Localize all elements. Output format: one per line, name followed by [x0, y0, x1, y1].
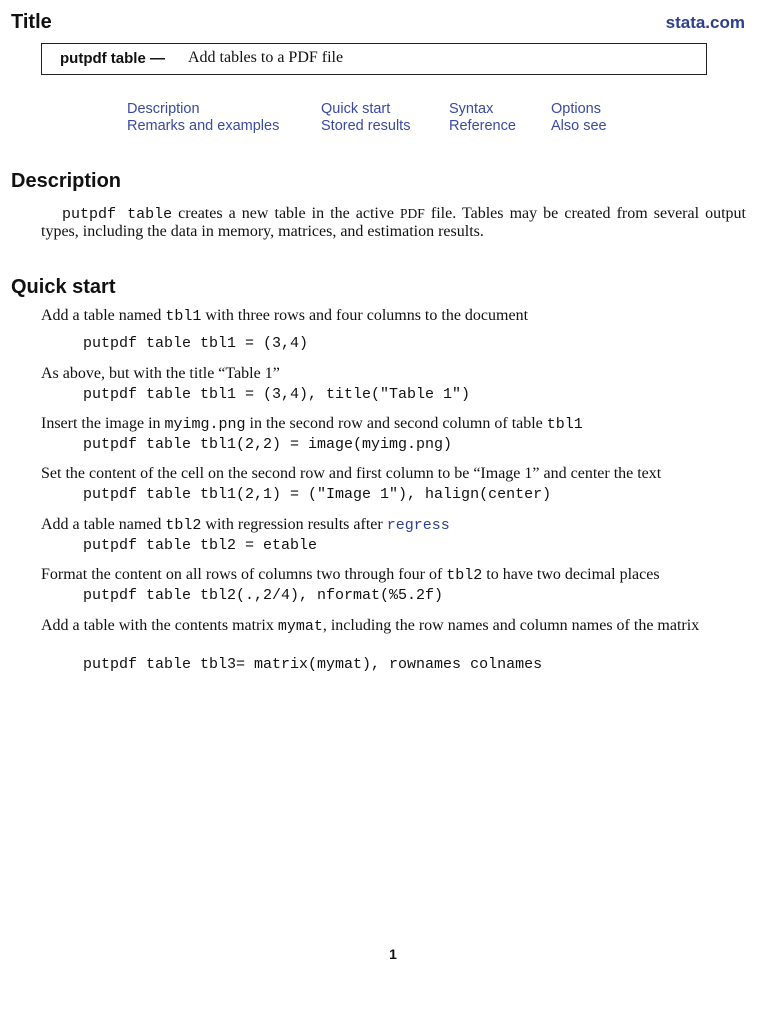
- item-text: , including the row names and column names of the matrix: [322, 617, 700, 634]
- item-text: with three rows and four columns to the document: [201, 307, 529, 324]
- command-name: putpdf table —: [60, 50, 165, 67]
- list-item: [41, 465, 746, 482]
- nav-link-description[interactable]: Description: [127, 101, 200, 117]
- nav-link-syntax[interactable]: Syntax: [449, 101, 494, 117]
- list-item: [41, 617, 746, 635]
- nav-link-remarks[interactable]: Remarks and examples: [127, 118, 280, 134]
- list-item: [41, 415, 746, 433]
- command-description: Add tables to a PDF file: [188, 49, 344, 66]
- title-box: [41, 43, 707, 75]
- list-item: [41, 365, 746, 382]
- pdf-abbrev: PDF: [400, 206, 425, 221]
- description-text: creates a new table in the active: [172, 205, 401, 222]
- nav-link-also-see[interactable]: Also see: [551, 118, 607, 134]
- code-line: putpdf table tbl3= matrix(mymat), rownames colnames: [83, 656, 543, 673]
- regress-link[interactable]: regress: [386, 517, 450, 534]
- inline-code: tbl2: [165, 517, 202, 534]
- item-text: Add a table named: [41, 307, 166, 324]
- inline-code: tbl2: [446, 567, 483, 584]
- list-item: [41, 307, 746, 325]
- code-line: putpdf table tbl1 = (3,4): [83, 335, 309, 352]
- inline-code: tbl1: [165, 308, 202, 325]
- item-text: As above, but with the title “Table 1”: [41, 365, 280, 382]
- item-text: Format the content on all rows of columns two through four of: [41, 566, 447, 583]
- item-text: in the second row and second column of table: [245, 415, 547, 432]
- page-header-title: Title: [11, 11, 52, 33]
- item-text: to have two decimal places: [482, 566, 660, 583]
- code-line: putpdf table tbl1(2,1) = ("Image 1"), halign(center): [83, 486, 552, 503]
- code-line: putpdf table tbl1(2,2) = image(myimg.png): [83, 436, 453, 453]
- item-text: with regression results after: [201, 516, 387, 533]
- nav-link-options[interactable]: Options: [551, 101, 601, 117]
- site-link[interactable]: stata.com: [665, 13, 745, 32]
- page-number: 1: [389, 946, 397, 962]
- inline-code: myimg.png: [164, 416, 246, 433]
- description-paragraph: [41, 205, 746, 240]
- item-text: Insert the image in: [41, 415, 165, 432]
- code-line: putpdf table tbl2 = etable: [83, 537, 318, 554]
- quick-start-heading: Quick start: [11, 276, 116, 298]
- item-text: Set the content of the cell on the second row and first column to be “Image 1” and center the text: [41, 465, 662, 482]
- description-text: file. Tables may be created from several output types, including the data in memory, matrices, and estimation results.: [41, 205, 746, 240]
- description-heading: Description: [11, 170, 122, 192]
- list-item: [41, 566, 746, 584]
- list-item: [41, 516, 746, 534]
- inline-code: mymat: [277, 618, 323, 635]
- inline-code: tbl1: [546, 416, 583, 433]
- item-text: Add a table with the contents matrix: [41, 617, 278, 634]
- code-line: putpdf table tbl1 = (3,4), title("Table 1"): [83, 386, 471, 403]
- nav-link-stored-results[interactable]: Stored results: [321, 118, 411, 134]
- item-text: Add a table named: [41, 516, 166, 533]
- nav-link-quick-start[interactable]: Quick start: [321, 101, 391, 117]
- code-line: putpdf table tbl2(.,2/4), nformat(%5.2f): [83, 587, 444, 604]
- nav-link-reference[interactable]: Reference: [449, 118, 516, 134]
- inline-code: putpdf table: [62, 206, 173, 223]
